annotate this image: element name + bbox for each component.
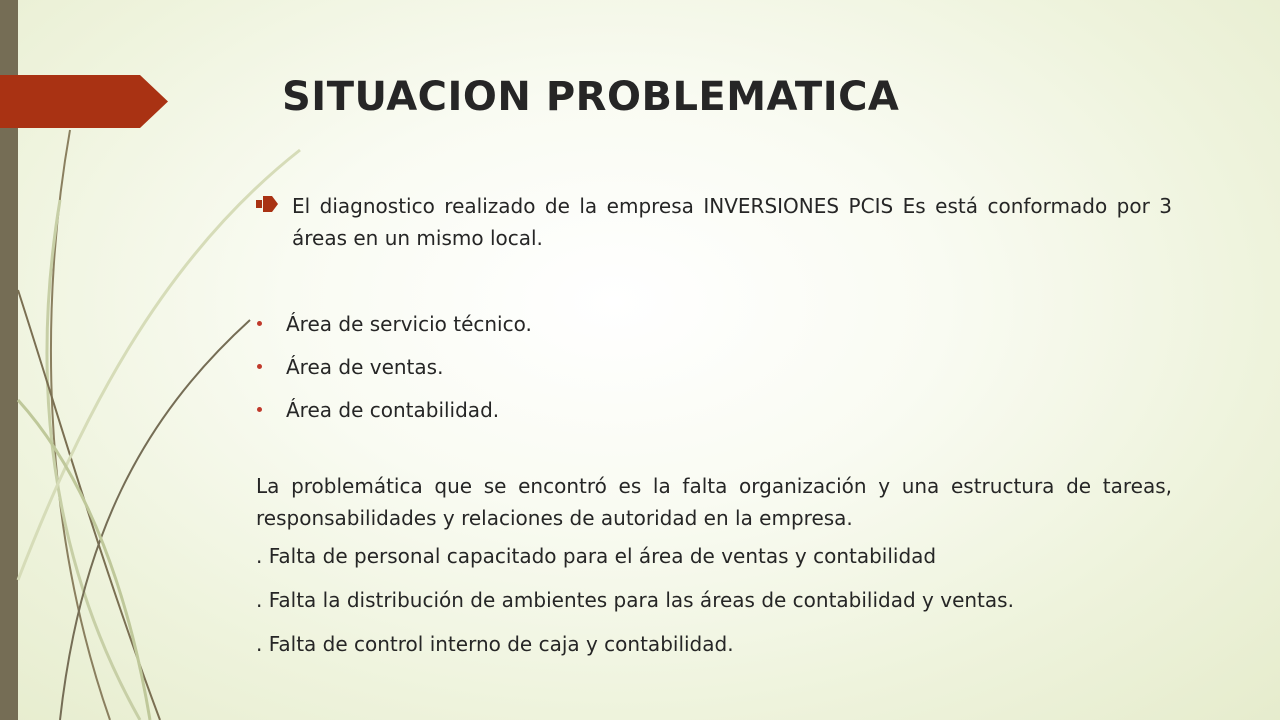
arrow-bullet-icon (256, 190, 292, 218)
list-item: . Falta la distribución de ambientes para las áreas de contabilidad y ventas. (256, 588, 1014, 612)
slide-title: SITUACION PROBLEMATICA (282, 74, 900, 120)
list-item (256, 302, 532, 345)
area-label: Área de contabilidad. (286, 397, 500, 422)
problem-paragraph: La problemática que se encontró es la falta organización y una estructura de tareas, responsabilidades y relaciones de autoridad en la empresa. (256, 474, 1172, 530)
area-label: Área de ventas. (286, 354, 444, 379)
dot-bullet-icon (257, 321, 262, 326)
title-accent-arrow (0, 75, 168, 128)
area-label: Área de servicio técnico. (286, 311, 532, 336)
intro-paragraph (256, 190, 1172, 254)
dot-bullet-icon (257, 407, 262, 412)
list-item (256, 345, 532, 388)
areas-list (256, 302, 532, 431)
slide-content (256, 190, 1172, 656)
list-item (256, 388, 532, 431)
list-item: . Falta de personal capacitado para el área de ventas y contabilidad (256, 544, 937, 568)
dot-bullet-icon (257, 364, 262, 369)
problems-list (256, 540, 1172, 672)
list-item: . Falta de control interno de caja y contabilidad. (256, 632, 734, 656)
intro-text: El diagnostico realizado de la empresa INVERSIONES PCIS Es está conformado por 3 áreas en un mismo local. (292, 194, 1172, 250)
